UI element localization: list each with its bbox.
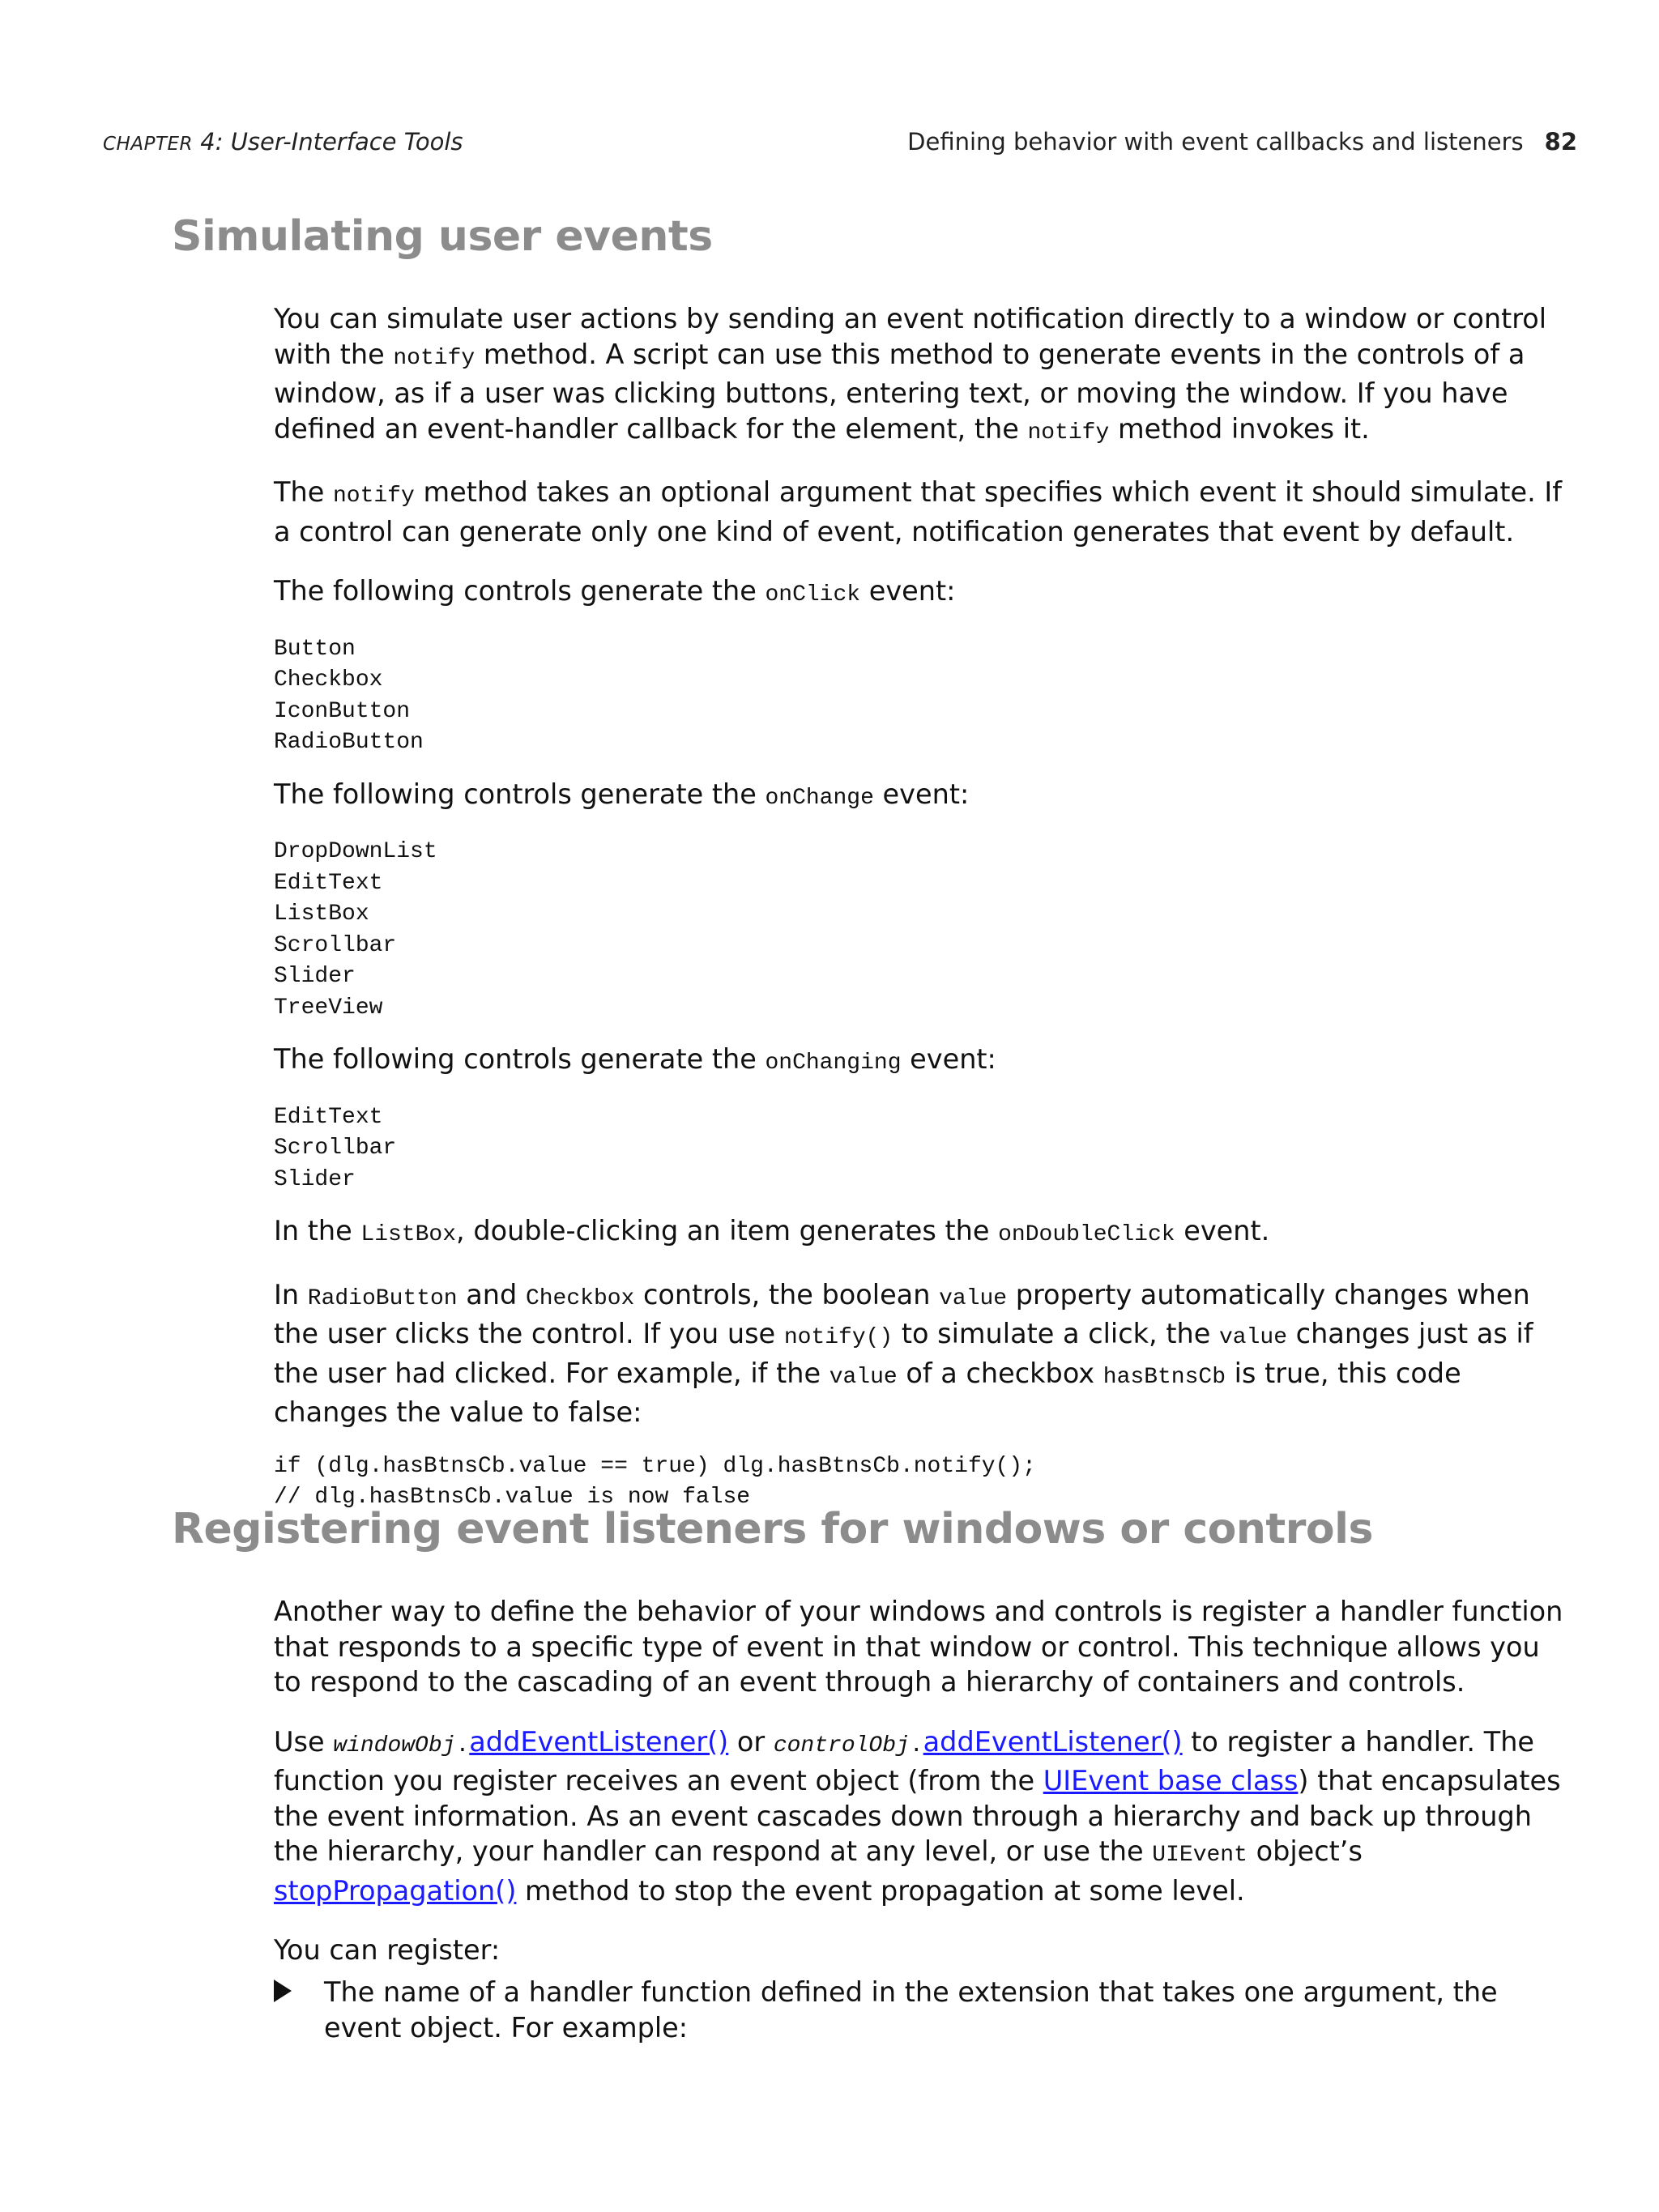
paragraph-6 bbox=[274, 1213, 1570, 1253]
paragraph-8: Another way to define the behavior of your windows and controls is register a handler function that responds to a specific type of event in that window or control. This technique allows you to respond to the cascading of an event through a hierarchy of containers and controls. bbox=[274, 1596, 1563, 1698]
text: event. bbox=[1175, 1215, 1270, 1247]
onchanging-controls-list: EditText Scrollbar Slider bbox=[274, 1104, 397, 1192]
inline-code: notify() bbox=[783, 1325, 893, 1350]
text: , double-clicking an item generates the bbox=[456, 1215, 999, 1247]
paragraph-9 bbox=[274, 1724, 1570, 1909]
inline-code: windowObj bbox=[333, 1733, 456, 1758]
text: of a checkbox bbox=[897, 1357, 1103, 1389]
inline-code: notify bbox=[332, 484, 415, 509]
link-control-addeventlistener[interactable]: addEventListener() bbox=[923, 1725, 1183, 1758]
bullet-text: The name of a handler function defined in the extension that takes one argument, the event object. For example: bbox=[324, 1976, 1498, 2044]
onchange-controls-list: DropDownList EditText ListBox Scrollbar Slider TreeView bbox=[274, 839, 437, 1021]
text: is true, this code changes the value to false: bbox=[274, 1357, 1461, 1428]
text: method. A script can use this method to generate events in the controls of a window, as if a user was clicking buttons, entering text, or moving the window. If you have defined an event-handler callback for the element, the bbox=[274, 338, 1525, 445]
bullet-item bbox=[274, 1975, 1570, 2045]
section-label bbox=[907, 128, 1577, 156]
text: changes just as if the user had clicked. For example, if the bbox=[274, 1318, 1533, 1389]
section1-body bbox=[274, 301, 1570, 1514]
text: event: bbox=[901, 1043, 996, 1075]
code-example-notify: if (dlg.hasBtnsCb.value == true) dlg.hasBtnsCb.notify(); // dlg.hasBtnsCb.value is now false bbox=[274, 1453, 1036, 1510]
text: In bbox=[274, 1278, 308, 1311]
inline-code: . bbox=[909, 1733, 923, 1758]
section-title: Defining behavior with event callbacks and listeners bbox=[907, 128, 1524, 156]
text: controls, the boolean bbox=[634, 1278, 940, 1311]
text: The following controls generate the bbox=[274, 575, 766, 607]
inline-code: . bbox=[455, 1733, 470, 1758]
inline-code: notify bbox=[393, 345, 476, 371]
text: to register a handler. The function you register receives an event object (from the bbox=[274, 1725, 1535, 1796]
text: The following controls generate the bbox=[274, 778, 766, 810]
inline-code: onChanging bbox=[765, 1051, 902, 1076]
paragraph-5 bbox=[274, 1042, 1570, 1081]
inline-code: RadioButton bbox=[307, 1285, 458, 1311]
text: object’s bbox=[1247, 1835, 1363, 1867]
paragraph-4 bbox=[274, 777, 1570, 816]
triangle-bullet-icon bbox=[274, 1980, 292, 2002]
inline-code: value bbox=[1218, 1325, 1287, 1350]
paragraph-1 bbox=[274, 301, 1570, 450]
text: The bbox=[274, 476, 333, 508]
text: method takes an optional argument that specifies which event it should simulate. If a control can generate only one kind of event, notification generates that event by default. bbox=[274, 476, 1563, 548]
text: In the bbox=[274, 1215, 361, 1247]
link-stoppropagation[interactable]: stopPropagation() bbox=[274, 1874, 517, 1907]
chapter-prefix: CHAPTER bbox=[103, 134, 194, 155]
paragraph-7 bbox=[274, 1277, 1570, 1430]
paragraph-2 bbox=[274, 475, 1570, 549]
text: event: bbox=[873, 778, 970, 810]
inline-code: notify bbox=[1027, 420, 1110, 445]
inline-code: ListBox bbox=[360, 1222, 457, 1247]
page-number: 82 bbox=[1544, 128, 1577, 156]
text: You can simulate user actions by sending an event notification directly to a window or control with the bbox=[274, 303, 1547, 370]
text: ) that encapsulates the event information. As an event cascades down through a hierarchy and back up through the hierarchy, your handler can respond at any level, or use the bbox=[274, 1765, 1561, 1867]
text: and bbox=[457, 1278, 526, 1311]
section2-body bbox=[274, 1594, 1570, 1968]
inline-code: value bbox=[939, 1285, 1008, 1311]
text: property automatically changes when the user clicks the control. If you use bbox=[274, 1278, 1530, 1349]
paragraph-3 bbox=[274, 573, 1570, 613]
text: or bbox=[728, 1725, 774, 1758]
inline-code: controlObj bbox=[773, 1733, 910, 1758]
text: event: bbox=[860, 575, 956, 607]
link-uievent-base-class[interactable]: UIEvent base class bbox=[1043, 1765, 1299, 1796]
text: to simulate a click, the bbox=[893, 1318, 1219, 1349]
inline-code: onDoubleClick bbox=[998, 1222, 1175, 1247]
paragraph-10: You can register: bbox=[274, 1934, 501, 1966]
text: method to stop the event propagation at some level. bbox=[516, 1874, 1245, 1907]
inline-code: hasBtnsCb bbox=[1102, 1364, 1226, 1390]
link-window-addeventlistener[interactable]: addEventListener() bbox=[469, 1725, 729, 1758]
inline-code: Checkbox bbox=[525, 1285, 635, 1311]
heading-simulating-user-events: Simulating user events bbox=[172, 212, 713, 261]
inline-code: value bbox=[829, 1364, 898, 1390]
chapter-label bbox=[103, 128, 463, 156]
onclick-controls-list: Button Checkbox IconButton RadioButton bbox=[274, 636, 424, 755]
text: The following controls generate the bbox=[274, 1043, 766, 1075]
inline-code: UIEvent bbox=[1152, 1843, 1247, 1868]
heading-registering-event-listeners: Registering event listeners for windows or controls bbox=[172, 1505, 1373, 1554]
text: Use bbox=[274, 1725, 334, 1758]
text: method invokes it. bbox=[1109, 412, 1370, 445]
inline-code: onClick bbox=[765, 582, 861, 607]
chapter-title: 4: User-Interface Tools bbox=[193, 128, 463, 156]
inline-code: onChange bbox=[765, 785, 874, 811]
